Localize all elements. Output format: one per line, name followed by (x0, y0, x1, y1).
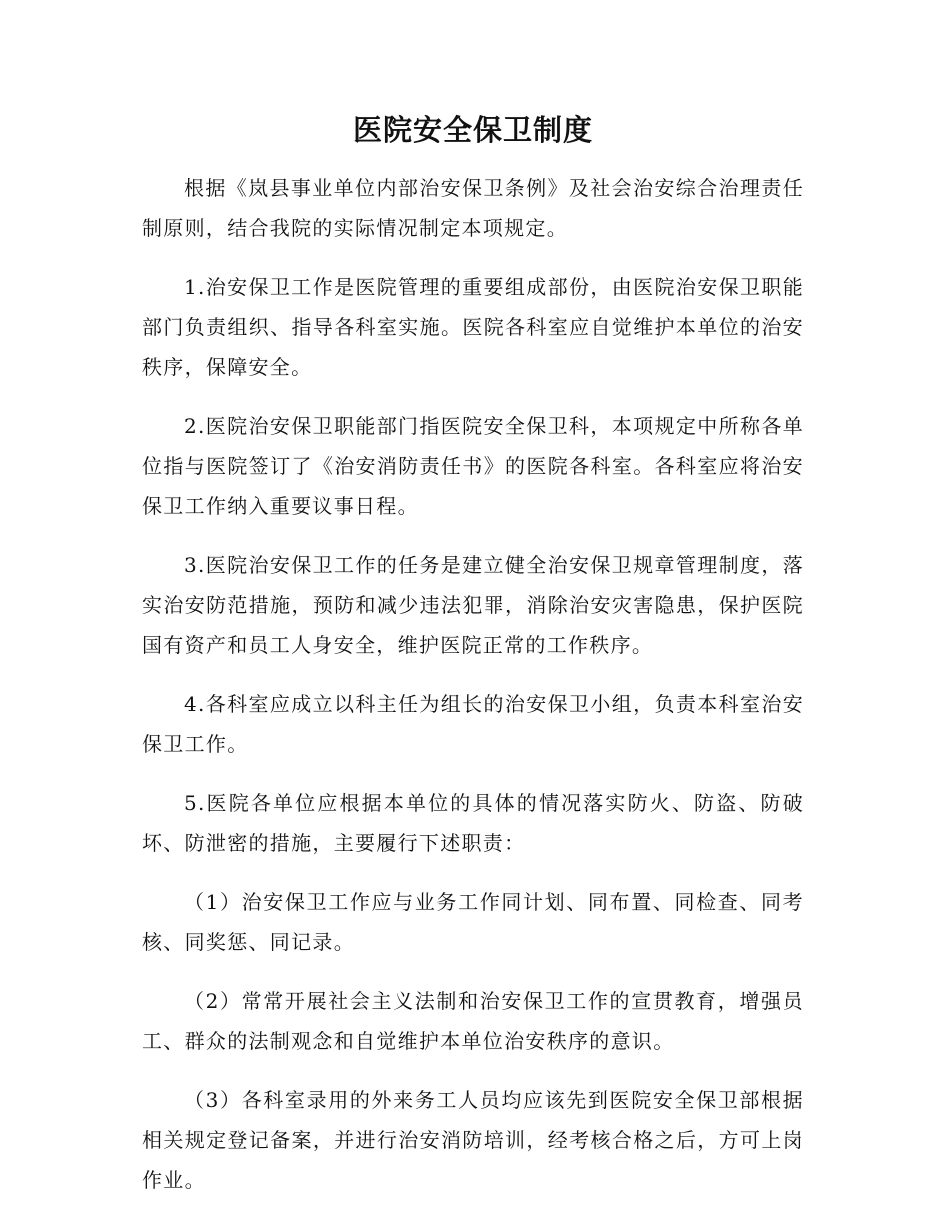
intro-paragraph: 根据《岚县事业单位内部治安保卫条例》及社会治安综合治理责任制原则，结合我院的实际情况制定本项规定。 (142, 176, 804, 240)
clause-5-item-1: （1）治安保卫工作应与业务工作同计划、同布置、同检查、同考核、同奖惩、同记录。 (142, 890, 804, 954)
clause-3: 3.医院治安保卫工作的任务是建立健全治安保卫规章管理制度，落实治安防范措施，预防和减少违法犯罪，消除治安灾害隐患，保护医院国有资产和员工人身安全，维护医院正常的工作秩序。 (142, 553, 804, 657)
document-body (142, 168, 804, 1200)
document-page (142, 108, 804, 1219)
clause-1: 1.治安保卫工作是医院管理的重要组成部份，由医院治安保卫职能部门负责组织、指导各科室实施。医院各科室应自觉维护本单位的治安秩序，保障安全。 (142, 275, 804, 379)
clause-4: 4.各科室应成立以科主任为组长的治安保卫小组，负责本科室治安保卫工作。 (142, 692, 804, 756)
clause-5: 5.医院各单位应根据本单位的具体的情况落实防火、防盗、防破坏、防泄密的措施，主要履行下述职责： (142, 791, 804, 855)
clause-5-item-2: （2）常常开展社会主义法制和治安保卫工作的宣贯教育，增强员工、群众的法制观念和自觉维护本单位治安秩序的意识。 (142, 989, 804, 1053)
clause-2: 2.医院治安保卫职能部门指医院安全保卫科，本项规定中所称各单位指与医院签订了《治安消防责任书》的医院各科室。各科室应将治安保卫工作纳入重要议事日程。 (142, 414, 804, 518)
clause-5-item-3: （3）各科室录用的外来务工人员均应该先到医院安全保卫部根据相关规定登记备案，并进行治安消防培训，经考核合格之后，方可上岗作业。 (142, 1088, 804, 1192)
document-title: 医院安全保卫制度 (352, 113, 593, 147)
